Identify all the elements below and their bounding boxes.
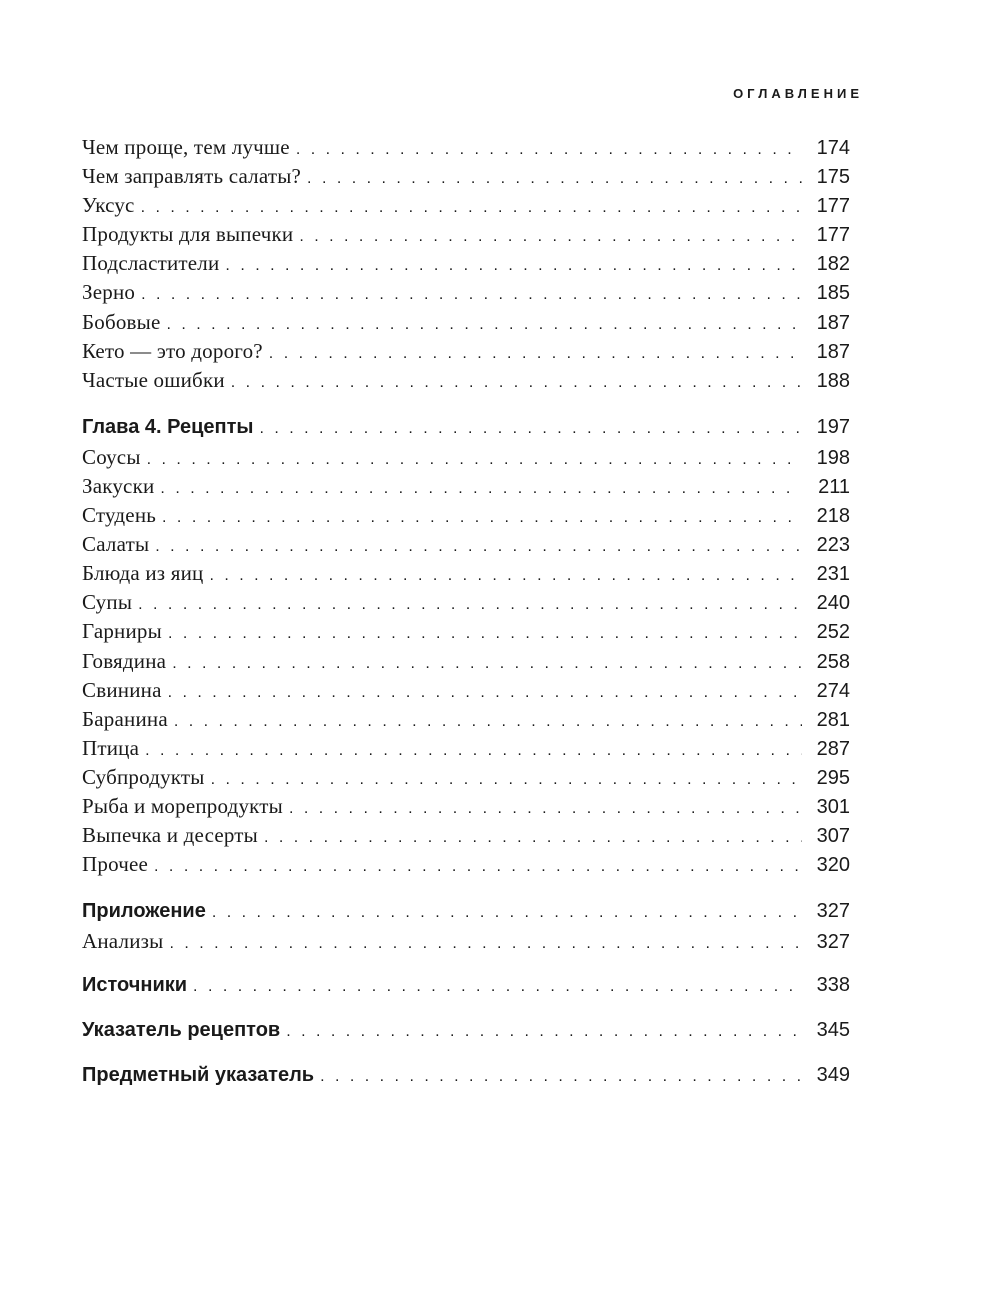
- toc-entry[interactable]: [82, 278, 850, 307]
- dot-leader: [211, 765, 802, 794]
- dot-leader: [167, 310, 803, 339]
- dot-leader: [286, 1016, 802, 1048]
- running-head: ОГЛАВЛЕНИЕ: [733, 86, 863, 101]
- spacer: [82, 879, 850, 895]
- dot-leader: [320, 1061, 802, 1093]
- toc-chapter[interactable]: [82, 1014, 850, 1046]
- dot-leader: [160, 474, 802, 503]
- toc-chapter-page: 349: [816, 1064, 850, 1087]
- toc-entry-page: 301: [816, 795, 850, 818]
- toc-entry-page: 231: [816, 563, 850, 586]
- toc-chapter-title: Источники: [82, 974, 188, 997]
- dot-leader: [269, 339, 802, 368]
- dot-leader: [172, 649, 802, 678]
- toc-entry-page: 182: [816, 253, 850, 276]
- toc-entry-title: Зерно: [82, 280, 136, 305]
- toc-entry-title: Салаты: [82, 532, 150, 557]
- toc-chapter[interactable]: [82, 1059, 850, 1091]
- dot-leader: [289, 794, 802, 823]
- toc-entry[interactable]: [82, 308, 850, 337]
- toc-entry-page: 307: [816, 825, 850, 848]
- toc-entry-page: 320: [816, 854, 850, 877]
- dot-leader: [141, 193, 802, 222]
- toc-entry-title: Чем проще, тем лучше: [82, 135, 290, 159]
- toc-entry-title: Бобовые: [82, 309, 161, 334]
- toc-entry-page: 187: [816, 340, 850, 363]
- toc-entry[interactable]: [82, 705, 850, 734]
- dot-leader: [154, 852, 802, 881]
- toc-entry-title: Анализы: [82, 929, 164, 954]
- toc-entry-title: Баранина: [82, 706, 168, 731]
- toc-entry-title: Птица: [82, 735, 140, 760]
- toc-entry-page: 177: [816, 224, 850, 247]
- toc-entry-title: Гарниры: [82, 619, 162, 644]
- dot-leader: [212, 897, 802, 929]
- toc-entry[interactable]: [82, 588, 850, 617]
- toc-chapter-title: Глава 4. Рецепты: [82, 415, 254, 438]
- dot-leader: [299, 222, 802, 251]
- toc-entry[interactable]: [82, 850, 850, 879]
- toc-entry-title: Продукты для выпечки: [82, 222, 294, 247]
- toc-entry-page: 240: [816, 592, 850, 615]
- toc-entry-page: 187: [816, 311, 850, 334]
- toc-entry[interactable]: [82, 676, 850, 705]
- toc-entry-title: Соусы: [82, 444, 141, 469]
- toc-entry[interactable]: [82, 647, 850, 676]
- toc-entry-title: Кето — это дорого?: [82, 338, 263, 363]
- toc-entry-page: 327: [816, 931, 850, 954]
- toc-entry[interactable]: [82, 133, 850, 162]
- dot-leader: [168, 619, 802, 648]
- dot-leader: [231, 368, 802, 397]
- toc-entry-title: Свинина: [82, 677, 162, 702]
- toc-entry-title: Супы: [82, 590, 133, 615]
- toc-entry[interactable]: [82, 337, 850, 366]
- toc-entry-title: Выпечка и десерты: [82, 823, 258, 848]
- toc-entry[interactable]: [82, 734, 850, 763]
- dot-leader: [209, 561, 802, 590]
- toc-entry[interactable]: [82, 443, 850, 472]
- toc-entry-page: 198: [816, 446, 850, 469]
- table-of-contents: [82, 133, 850, 1091]
- dot-leader: [162, 503, 802, 532]
- dot-leader: [193, 971, 802, 1003]
- toc-entry[interactable]: [82, 821, 850, 850]
- dot-leader: [141, 280, 802, 309]
- toc-chapter[interactable]: [82, 969, 850, 1001]
- toc-chapter-page: 338: [816, 974, 850, 997]
- dot-leader: [225, 251, 802, 280]
- toc-entry-page: 287: [816, 737, 850, 760]
- toc-entry[interactable]: [82, 249, 850, 278]
- toc-entry-title: Говядина: [82, 648, 167, 673]
- dot-leader: [264, 823, 802, 852]
- dot-leader: [147, 445, 802, 474]
- dot-leader: [307, 164, 802, 193]
- toc-chapter-title: Предметный указатель: [82, 1064, 315, 1087]
- toc-entry[interactable]: [82, 763, 850, 792]
- toc-entry-page: 281: [816, 708, 850, 731]
- dot-leader: [259, 413, 802, 445]
- toc-entry-page: 252: [816, 621, 850, 644]
- toc-entry-page: 177: [816, 195, 850, 218]
- toc-entry[interactable]: [82, 366, 850, 395]
- toc-chapter-page: 345: [816, 1019, 850, 1042]
- dot-leader: [174, 707, 802, 736]
- toc-entry-title: Уксус: [82, 193, 135, 218]
- toc-entry-title: Закуски: [82, 473, 155, 498]
- toc-entry[interactable]: [82, 220, 850, 249]
- toc-entry-page: 218: [816, 505, 850, 528]
- toc-entry-page: 185: [816, 282, 850, 305]
- toc-chapter-page: 327: [816, 900, 850, 923]
- dot-leader: [169, 929, 802, 958]
- dot-leader: [138, 590, 802, 619]
- dot-leader: [155, 532, 802, 561]
- toc-entry-title: Студень: [82, 503, 157, 528]
- toc-entry[interactable]: [82, 530, 850, 559]
- toc-entry-title: Чем заправлять салаты?: [82, 164, 302, 189]
- dot-leader: [296, 135, 802, 164]
- toc-entry[interactable]: [82, 162, 850, 191]
- toc-entry-page: 188: [816, 369, 850, 392]
- toc-chapter[interactable]: [82, 895, 850, 927]
- toc-entry-page: 223: [816, 534, 850, 557]
- toc-entry[interactable]: [82, 559, 850, 588]
- spacer: [82, 395, 850, 411]
- toc-entry-title: Прочее: [82, 852, 149, 877]
- toc-entry-page: 274: [816, 679, 850, 702]
- toc-chapter-page: 197: [816, 415, 850, 438]
- toc-entry-title: Рыба и морепродукты: [82, 793, 283, 818]
- toc-entry[interactable]: [82, 501, 850, 530]
- toc-entry-title: Блюда из яиц: [82, 561, 204, 586]
- toc-entry-page: 211: [818, 475, 850, 498]
- toc-chapter-title: Приложение: [82, 900, 206, 923]
- toc-entry-title: Частые ошибки: [82, 367, 225, 392]
- toc-chapter[interactable]: [82, 411, 850, 443]
- dot-leader: [168, 678, 802, 707]
- toc-entry-title: Субпродукты: [82, 764, 205, 789]
- toc-entry[interactable]: [82, 191, 850, 220]
- toc-entry-page: 295: [816, 766, 850, 789]
- toc-entry[interactable]: [82, 472, 850, 501]
- toc-entry[interactable]: [82, 927, 850, 956]
- toc-entry[interactable]: [82, 617, 850, 646]
- toc-chapter-title: Указатель рецептов: [82, 1019, 281, 1042]
- toc-entry[interactable]: [82, 792, 850, 821]
- toc-entry-title: Подсластители: [82, 251, 220, 276]
- toc-entry-page: 175: [816, 166, 850, 189]
- toc-entry-page: 174: [816, 137, 850, 159]
- dot-leader: [145, 736, 802, 765]
- toc-entry-page: 258: [816, 650, 850, 673]
